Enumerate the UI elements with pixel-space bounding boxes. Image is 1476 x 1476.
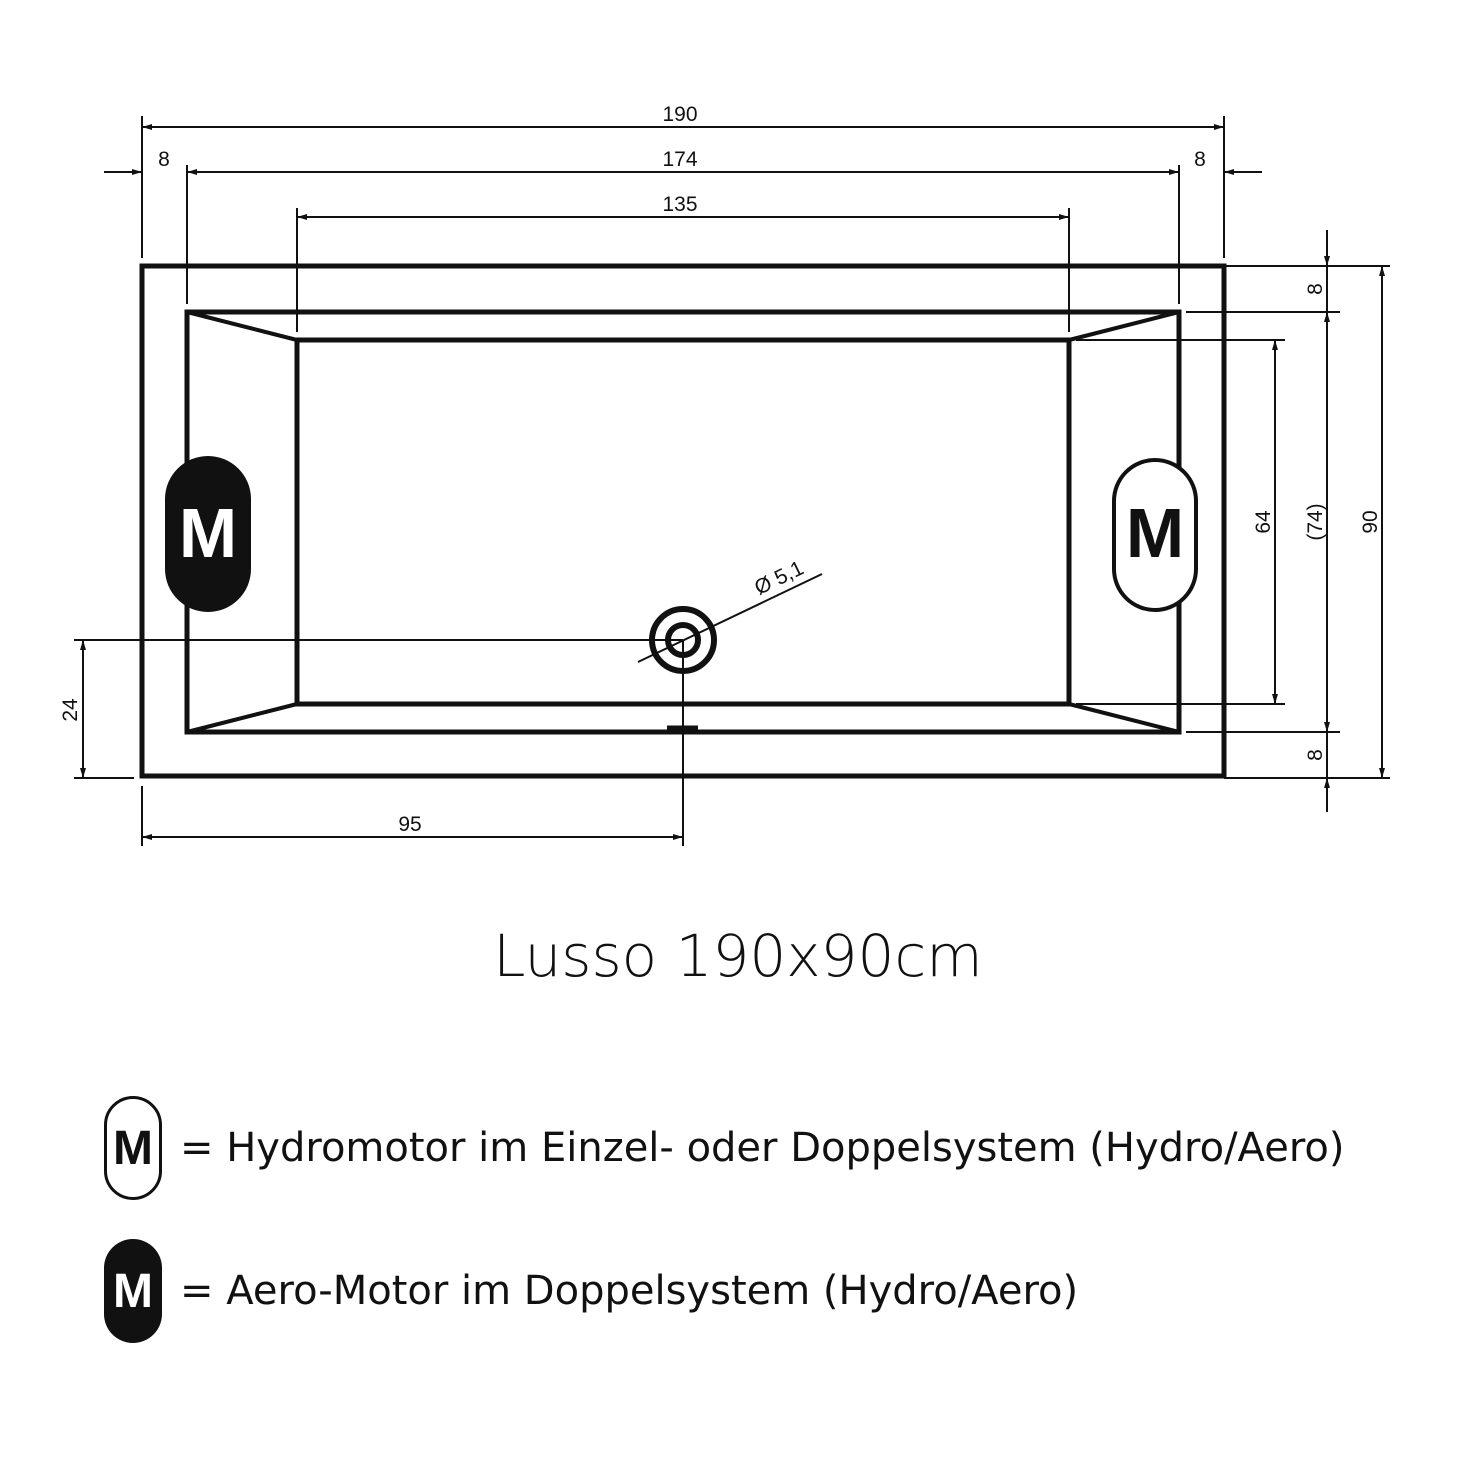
legend-item-aeromotor xyxy=(104,1236,1078,1346)
label-rim-left: 8 xyxy=(158,148,170,171)
legend-item-hydromotor xyxy=(104,1093,1344,1203)
drain-diameter-label: Ø 5,1 xyxy=(751,556,808,600)
label-floor-length: 135 xyxy=(662,193,698,216)
model-title: Lusso 190x90cm xyxy=(493,922,983,990)
label-rim-top: 8 xyxy=(1304,283,1327,295)
label-floor-width: 64 xyxy=(1252,510,1275,534)
label-inner-width: (74) xyxy=(1304,503,1327,541)
label-drain-x: 95 xyxy=(398,813,422,836)
hydromotor-symbol: M xyxy=(104,1096,162,1200)
label-drain-y: 24 xyxy=(59,698,82,722)
label-rim-right: 8 xyxy=(1194,148,1206,171)
aeromotor-symbol: M xyxy=(104,1239,162,1343)
hydro-motor-symbol xyxy=(1114,460,1196,610)
aero-motor-symbol xyxy=(165,456,251,612)
legend-text-aeromotor: = Aero-Motor im Doppelsystem (Hydro/Aero) xyxy=(180,1268,1079,1314)
label-overall-length: 190 xyxy=(662,103,698,126)
motor-label-hydro: M xyxy=(1125,494,1185,572)
label-inner-length: 174 xyxy=(662,148,698,171)
legend-text-hydromotor: = Hydromotor im Einzel- oder Doppelsystem (Hydro/Aero) xyxy=(180,1125,1345,1171)
label-overall-width: 90 xyxy=(1359,510,1382,534)
label-rim-bottom: 8 xyxy=(1304,749,1327,761)
motor-label-aero: M xyxy=(178,494,238,572)
